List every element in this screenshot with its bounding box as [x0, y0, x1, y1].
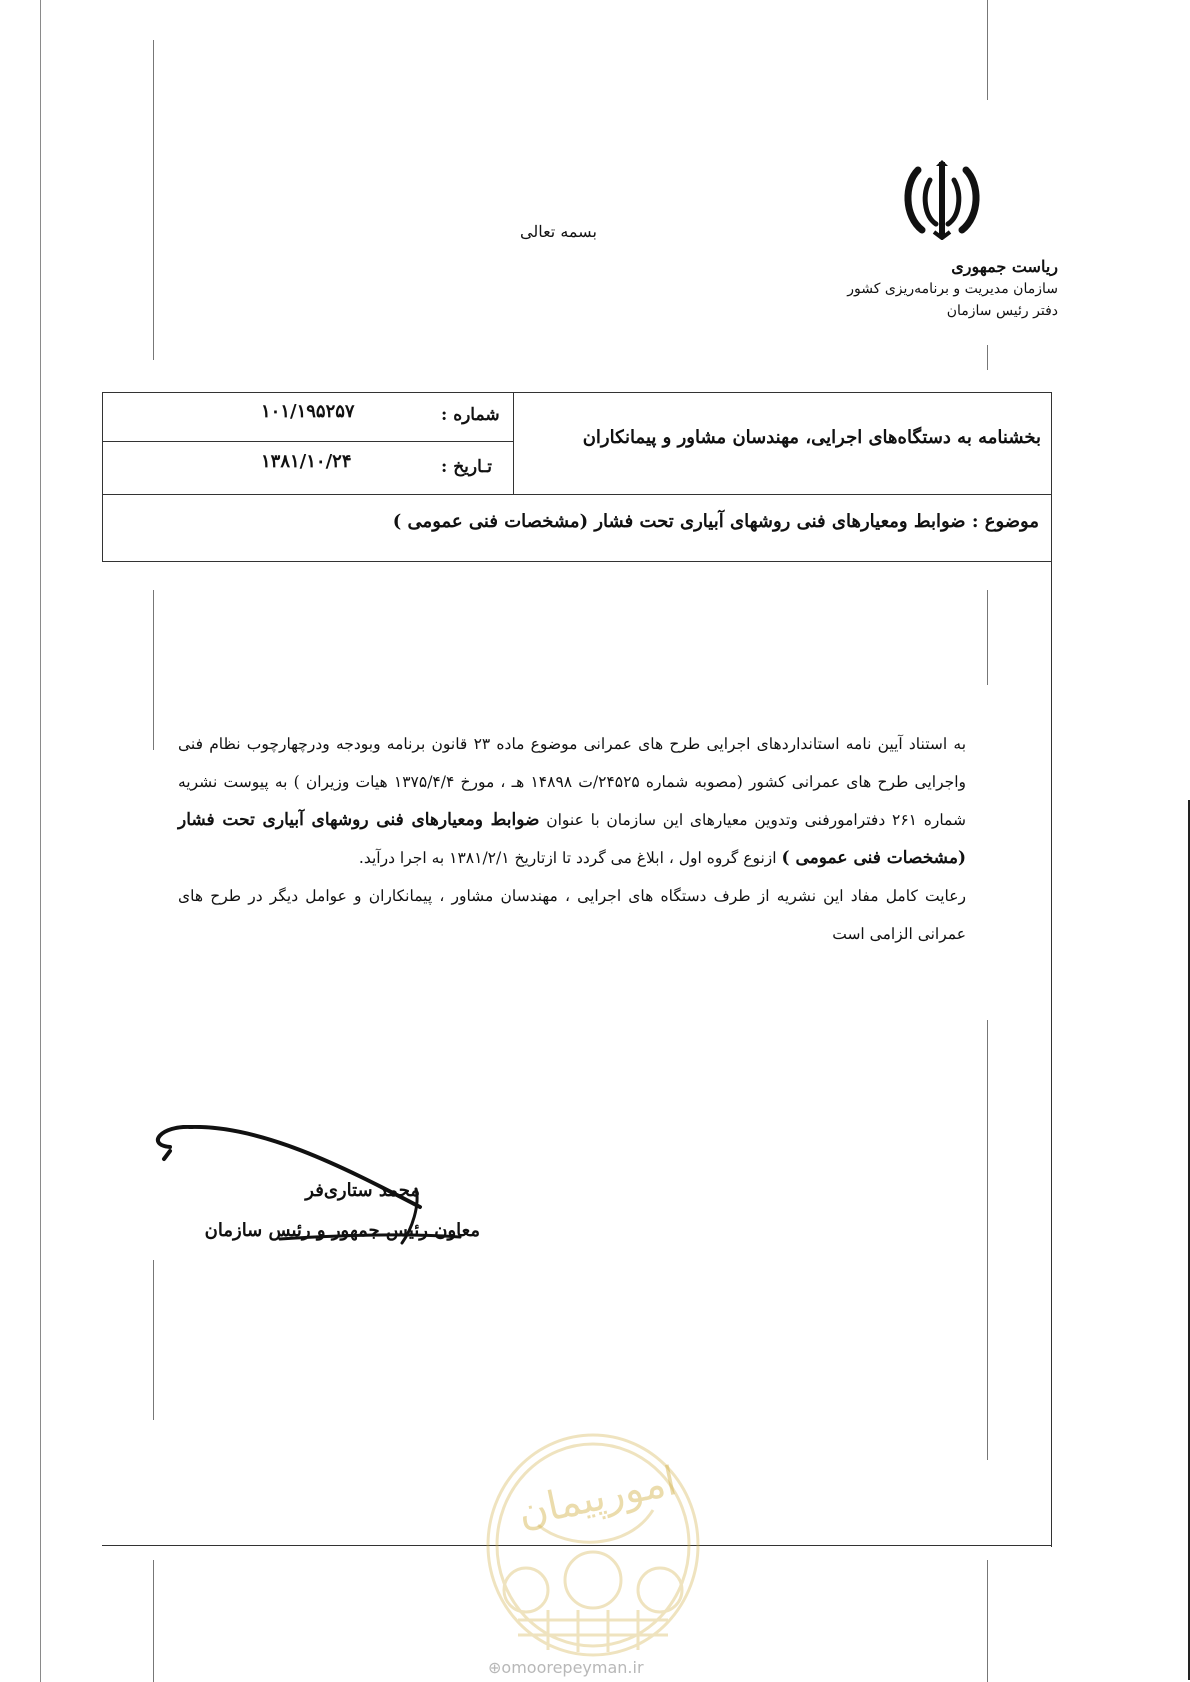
circular-info-table — [102, 392, 1052, 562]
number-value: ۱۰۱/۱۹۵۲۵۷ — [261, 401, 355, 422]
paragraph-1-start: به استناد آیین نامه استانداردهای اجرایی طرح های عمرانی موضوع ماده ۲۳ قانون برنامه وبودجه ودرچهارچوب نظام فنی واجرایی طرح های عمرانی کشور (مصوبه شماره ۲۴۵۲۵/ت ۱۴۸۹۸ هـ ، مورخ ۱۳۷۵/۴/۴ هیات وزیران ) به پیوست نشریه شماره ۲۶۱ دفترامورفنی وتدوین معیارهای این سازمان با عنوان — [178, 735, 967, 829]
stamp-logo-icon — [478, 1430, 708, 1660]
org-line-head-office: دفتر رئیس سازمان — [946, 303, 1058, 319]
stamp-text: امورپیمان — [514, 1458, 681, 1537]
table-divider-subject — [103, 494, 1051, 495]
scan-edge-line-left — [40, 0, 41, 1682]
number-label: شماره : — [441, 405, 500, 425]
subject-line: موضوع : ضوابط ومعیارهای فنی روشهای آبیاری تحت فشار (مشخصات فنی عمومی ) — [392, 511, 1039, 532]
organization-header — [847, 256, 1058, 322]
paragraph-1 — [178, 725, 966, 877]
margin-line-right — [987, 0, 988, 100]
org-line-management-org: سازمان مدیریت و برنامه‌ریزی کشور — [847, 281, 1058, 297]
margin-line-left-bottom — [153, 1560, 154, 1682]
basmala-heading: بسمه تعالی — [520, 222, 597, 241]
margin-line-left — [153, 40, 154, 360]
globe-icon: ⊕ — [488, 1658, 502, 1677]
margin-line-left-lower — [153, 1260, 154, 1420]
signature-block — [150, 1125, 480, 1255]
date-value: ۱۳۸۱/۱۰/۲۴ — [261, 451, 352, 472]
right-frame-line — [1051, 562, 1052, 1547]
paragraph-1-title: ضوابط ومعیارهای فنی روشهای آبیاری تحت فشار (مشخصات فنی عمومی ) — [178, 810, 966, 868]
signatory-name: محمد ستاری‌فر — [305, 1180, 420, 1201]
margin-line-right-2 — [987, 345, 988, 370]
margin-line-right-lower — [987, 1020, 988, 1460]
recipients-text: بخشنامه به دستگاه‌های اجرایی، مهندسان مشاور و پیمانکاران — [582, 427, 1041, 448]
margin-line-right-body — [987, 590, 988, 685]
margin-line-right-bottom — [987, 1560, 988, 1682]
margin-line-left-body — [153, 590, 154, 750]
paragraph-1-end: ازنوع گروه اول ، ابلاغ می گردد تا ازتاریخ ۱۳۸۱/۲/۱ به اجرا درآید. — [358, 849, 777, 867]
watermark-url: omoorepeyman.ir — [501, 1658, 644, 1677]
emblem-icon — [898, 158, 986, 240]
date-label: تـاریخ : — [441, 457, 492, 477]
paragraph-2: رعایت کامل مفاد این نشریه از طرف دستگاه های اجرایی ، مهندسان مشاور ، پیمانکاران و عوامل دیگر در طرح های عمرانی الزامی است — [178, 887, 966, 943]
org-line-presidency: ریاست جمهوری — [951, 257, 1058, 276]
signatory-title: معاون رئیس جمهور و رئیس سازمان — [204, 1220, 480, 1241]
footer-watermark — [488, 1658, 644, 1677]
table-divider-meta — [103, 441, 513, 442]
table-divider-vertical — [513, 393, 514, 494]
circular-body — [178, 725, 966, 953]
